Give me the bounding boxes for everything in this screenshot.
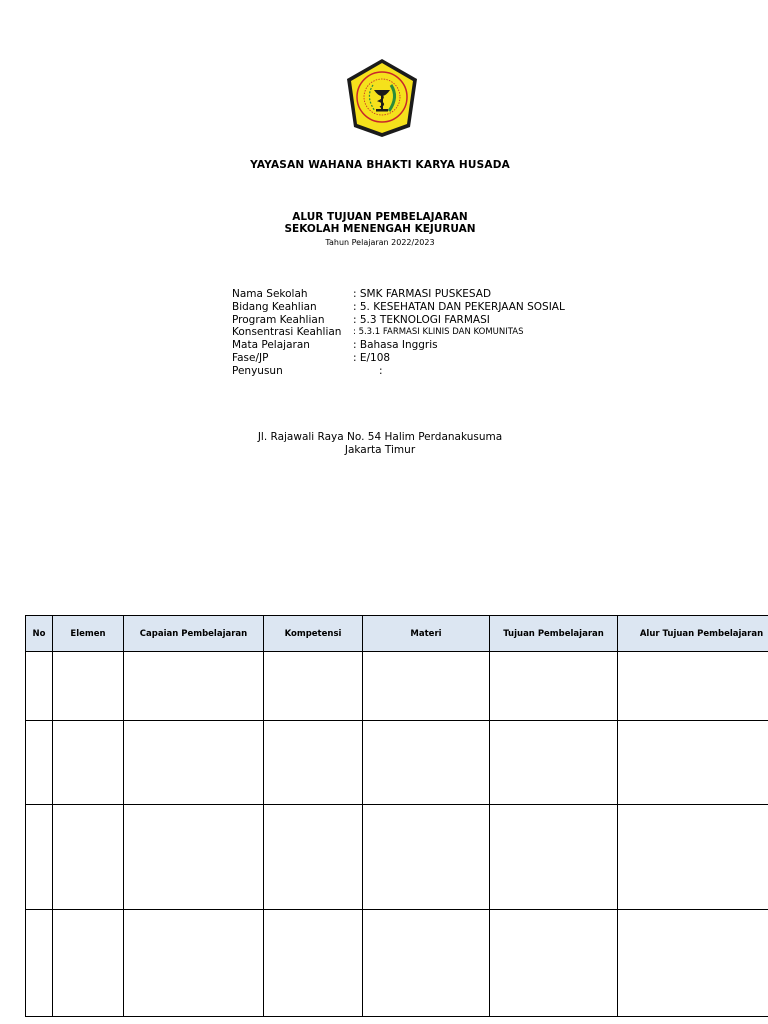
column-header-no: No (26, 616, 53, 652)
table-cell[interactable] (490, 805, 618, 910)
table-cell[interactable] (124, 721, 264, 805)
table-cell[interactable] (264, 910, 363, 1017)
table-cell[interactable] (26, 721, 53, 805)
info-value: : E/108 (353, 351, 391, 364)
info-label: Penyusun (232, 364, 283, 377)
table-cell[interactable] (618, 910, 768, 1017)
document-title: ALUR TUJUAN PEMBELAJARAN (292, 211, 468, 223)
column-header-learning-outcome: Capaian Pembelajaran (124, 616, 264, 652)
info-value: : SMK FARMASI PUSKESAD (353, 288, 492, 300)
academic-year: Tahun Pelajaran 2022/2023 (325, 238, 435, 247)
column-header-element: Elemen (53, 616, 124, 652)
table-cell[interactable] (53, 910, 124, 1017)
table-row (26, 721, 768, 805)
info-label: Mata Pelajaran (232, 339, 310, 352)
info-value: : 5. KESEHATAN DAN PEKERJAAN SOSIAL (353, 300, 565, 313)
table-cell[interactable] (363, 652, 490, 721)
table-cell[interactable] (490, 910, 618, 1017)
info-label: Fase/JP (232, 351, 269, 364)
school-info (232, 288, 565, 378)
info-row-program (232, 314, 565, 327)
table-container (25, 615, 768, 1018)
table-cell[interactable] (264, 805, 363, 910)
school-crest-icon (343, 57, 421, 139)
table-header-row (26, 616, 768, 652)
learning-objectives-table (25, 615, 768, 1017)
document-subtitle: SEKOLAH MENENGAH KEJURUAN (284, 223, 476, 235)
table-cell[interactable] (618, 805, 768, 910)
info-row-school-name (232, 288, 565, 301)
info-label: Bidang Keahlian (232, 300, 317, 313)
column-header-objective-flow: Alur Tujuan Pembelajaran (618, 616, 768, 652)
table-cell[interactable] (363, 910, 490, 1017)
table-cell[interactable] (264, 721, 363, 805)
table-cell[interactable] (26, 652, 53, 721)
info-label: Program Keahlian (232, 313, 325, 326)
table-cell[interactable] (53, 721, 124, 805)
table-cell[interactable] (618, 652, 768, 721)
table-cell[interactable] (53, 805, 124, 910)
table-cell[interactable] (124, 652, 264, 721)
table-cell[interactable] (490, 721, 618, 805)
table-cell[interactable] (26, 910, 53, 1017)
table-cell[interactable] (124, 805, 264, 910)
table-row (26, 910, 768, 1017)
column-header-competency: Kompetensi (264, 616, 363, 652)
organization-name: YAYASAN WAHANA BHAKTI KARYA HUSADA (250, 159, 510, 171)
table-row (26, 652, 768, 721)
info-value: : 5.3.1 FARMASI KLINIS DAN KOMUNITAS (353, 327, 524, 338)
table-cell[interactable] (363, 805, 490, 910)
info-label: Nama Sekolah (232, 288, 308, 300)
address-line-2: Jakarta Timur (344, 444, 416, 456)
table-row (26, 805, 768, 910)
info-row-field (232, 301, 565, 314)
table-cell[interactable] (124, 910, 264, 1017)
column-header-material: Materi (363, 616, 490, 652)
info-row-subject (232, 339, 565, 352)
table-cell[interactable] (490, 652, 618, 721)
info-value: : 5.3 TEKNOLOGI FARMASI (353, 313, 490, 326)
table-cell[interactable] (618, 721, 768, 805)
table-cell[interactable] (26, 805, 53, 910)
info-value: : (379, 364, 383, 377)
table-cell[interactable] (363, 721, 490, 805)
table-cell[interactable] (53, 652, 124, 721)
column-header-learning-objective: Tujuan Pembelajaran (490, 616, 618, 652)
info-row-concentration (232, 326, 565, 339)
info-value: : Bahasa Inggris (353, 339, 438, 352)
address-line-1: Jl. Rajawali Raya No. 54 Halim Perdanakusuma (257, 431, 503, 443)
info-label: Konsentrasi Keahlian (232, 326, 342, 339)
info-row-phase (232, 352, 565, 365)
info-row-author (232, 365, 565, 378)
table-cell[interactable] (264, 652, 363, 721)
